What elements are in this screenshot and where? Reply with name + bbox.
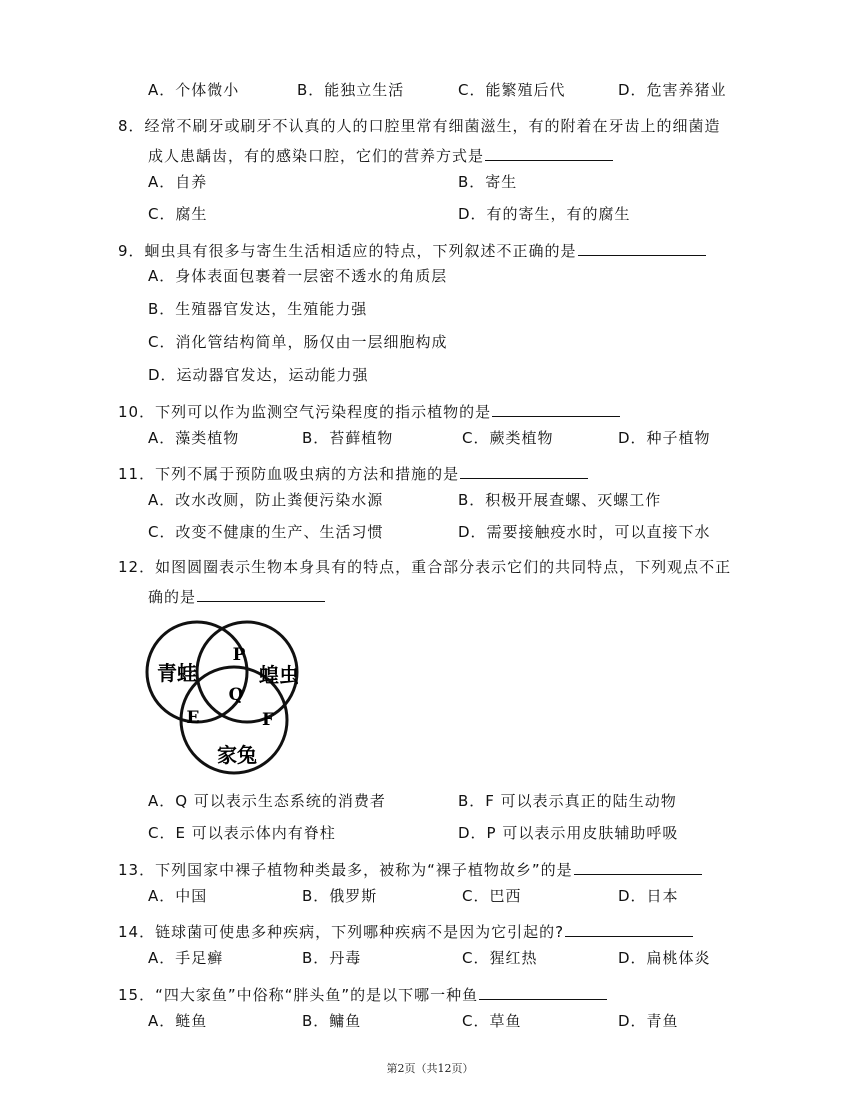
q14-option-c: C．猩红热 xyxy=(462,949,538,967)
answer-blank xyxy=(574,858,702,875)
q9-stem xyxy=(118,239,706,261)
q8-option-d: D．有的寄生，有的腐生 xyxy=(458,205,631,223)
q11-option-d: D．需要接触疫水时，可以直接下水 xyxy=(458,523,711,541)
q13-option-a: A．中国 xyxy=(148,887,208,905)
q7-option-c: C．能繁殖后代 xyxy=(458,81,566,99)
q10-option-b: B．苔藓植物 xyxy=(302,429,394,447)
rabbit-label: 家兔 xyxy=(217,743,257,767)
answer-blank xyxy=(197,585,325,602)
answer-blank xyxy=(565,920,693,937)
q13-option-b: B．俄罗斯 xyxy=(302,887,378,905)
q12-stem-line1: 12．如图圆圈表示生物本身具有的特点，重合部分表示它们的共同特点，下列观点不正 xyxy=(118,558,732,576)
q10-option-c: C．蕨类植物 xyxy=(462,429,554,447)
q14-option-b: B．丹毒 xyxy=(302,949,362,967)
q7-option-a: A．个体微小 xyxy=(148,81,240,99)
q9-option-b: B．生殖器官发达，生殖能力强 xyxy=(148,300,368,318)
answer-blank xyxy=(485,144,613,161)
q8-option-a: A．自养 xyxy=(148,173,208,191)
q10-option-d: D．种子植物 xyxy=(618,429,711,447)
answer-blank xyxy=(479,983,607,1000)
frog-label: 青蛙 xyxy=(157,661,197,685)
q9-option-d: D．运动器官发达，运动能力强 xyxy=(148,366,369,384)
q7-option-d: D．危害养猪业 xyxy=(618,81,727,99)
region-q-label: Q xyxy=(228,685,244,705)
q15-option-b: B．鳙鱼 xyxy=(302,1012,362,1030)
q11-option-a: A．改水改厕，防止粪便污染水源 xyxy=(148,491,384,509)
region-f-label: F xyxy=(261,710,275,730)
q12-option-c: C．E 可以表示体内有脊柱 xyxy=(148,824,336,842)
q14-option-a: A．手足癣 xyxy=(148,949,224,967)
q13-option-c: C．巴西 xyxy=(462,887,522,905)
q11-option-b: B．积极开展查螺、灭螺工作 xyxy=(458,491,662,509)
page-footer: 第2页（共12页） xyxy=(386,1062,474,1075)
q8-stem-line2 xyxy=(148,144,613,166)
q15-stem xyxy=(118,983,607,1005)
q8-stem-line1: 8．经常不刷牙或刷牙不认真的人的口腔里常有细菌滋生，有的附着在牙齿上的细菌造 xyxy=(118,117,721,135)
q11-stem-text: 11．下列不属于预防血吸虫病的方法和措施的是 xyxy=(118,465,460,483)
q11-stem xyxy=(118,462,588,484)
venn-diagram xyxy=(145,610,315,780)
q8-option-b: B．寄生 xyxy=(458,173,518,191)
q14-option-d: D．扁桃体炎 xyxy=(618,949,711,967)
region-e-label: E xyxy=(186,708,200,728)
q10-option-a: A．藻类植物 xyxy=(148,429,240,447)
q14-stem-text: 14．链球菌可使患多种疾病，下列哪种疾病不是因为它引起的? xyxy=(118,923,565,941)
q12-option-a: A．Q 可以表示生态系统的消费者 xyxy=(148,792,386,810)
q12-stem-text: 确的是 xyxy=(148,588,197,606)
q15-option-a: A．鲢鱼 xyxy=(148,1012,208,1030)
q14-stem xyxy=(118,920,693,942)
q12-stem-line2 xyxy=(148,585,325,607)
q11-option-c: C．改变不健康的生产、生活习惯 xyxy=(148,523,384,541)
q10-stem-text: 10．下列可以作为监测空气污染程度的指示植物的是 xyxy=(118,403,492,421)
answer-blank xyxy=(460,462,588,479)
q13-stem xyxy=(118,858,702,880)
locust-label: 蝗虫 xyxy=(259,663,299,687)
answer-blank xyxy=(578,239,706,256)
q9-option-c: C．消化管结构简单，肠仅由一层细胞构成 xyxy=(148,333,448,351)
q15-option-c: C．草鱼 xyxy=(462,1012,522,1030)
q12-option-b: B．F 可以表示真正的陆生动物 xyxy=(458,792,677,810)
q9-option-a: A．身体表面包裹着一层密不透水的角质层 xyxy=(148,267,448,285)
q10-stem xyxy=(118,400,620,422)
q12-option-d: D．P 可以表示用皮肤辅助呼吸 xyxy=(458,824,679,842)
q8-option-c: C．腐生 xyxy=(148,205,208,223)
answer-blank xyxy=(492,400,620,417)
q7-option-b: B．能独立生活 xyxy=(297,81,405,99)
q13-option-d: D．日本 xyxy=(618,887,679,905)
region-p-label: P xyxy=(232,645,246,665)
q9-stem-text: 9．蛔虫具有很多与寄生生活相适应的特点，下列叙述不正确的是 xyxy=(118,242,577,260)
q15-option-d: D．青鱼 xyxy=(618,1012,679,1030)
q13-stem-text: 13．下列国家中裸子植物种类最多，被称为“裸子植物故乡”的是 xyxy=(118,861,573,879)
q15-stem-text: 15．“四大家鱼”中俗称“胖头鱼”的是以下哪一种鱼 xyxy=(118,986,479,1004)
q8-stem-text: 成人患龋齿，有的感染口腔，它们的营养方式是 xyxy=(148,147,485,165)
